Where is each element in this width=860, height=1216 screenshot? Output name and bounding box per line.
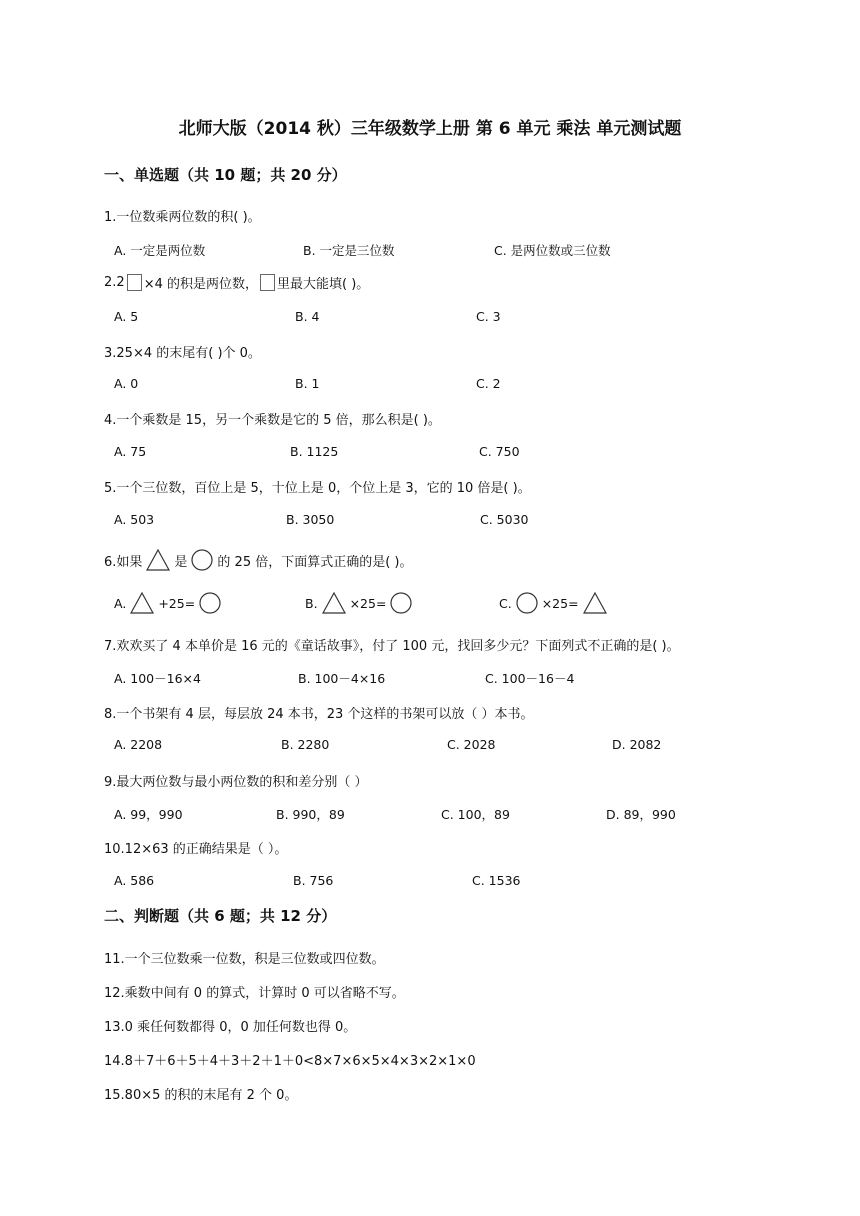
q3-option-b[interactable]: B. 1 [295, 376, 320, 391]
q8-option-b[interactable]: B. 2280 [281, 737, 330, 752]
q8-option-a[interactable]: A. 2208 [114, 737, 163, 752]
q6-text-post: 的 25 倍，下面算式正确的是( )。 [217, 554, 413, 570]
blank-box-icon [127, 274, 142, 291]
q10-option-b[interactable]: B. 756 [293, 873, 334, 888]
q9-option-d[interactable]: D. 89，990 [606, 807, 676, 822]
q6-option-c[interactable] [499, 592, 611, 614]
triangle-icon [583, 592, 607, 614]
q5-option-c[interactable]: C. 5030 [480, 512, 529, 527]
triangle-icon [322, 592, 346, 614]
circle-icon [390, 592, 412, 614]
question-5: 5.一个三位数，百位上是 5，十位上是 0，个位上是 3，它的 10 倍是( )。 [104, 481, 531, 496]
question-4: 4.一个乘数是 15，另一个乘数是它的 5 倍，那么积是( )。 [104, 413, 441, 428]
blank-box-icon [260, 274, 275, 291]
q8-option-c[interactable]: C. 2028 [447, 737, 496, 752]
question-11: 11.一个三位数乘一位数，积是三位数或四位数。 [104, 952, 385, 967]
q3-option-c[interactable]: C. 2 [476, 376, 501, 391]
q7-option-b[interactable]: B. 100－4×16 [298, 671, 386, 686]
section-heading-single-choice: 一、单选题（共 10 题；共 20 分） [104, 166, 347, 184]
q6-option-b[interactable] [305, 592, 416, 614]
circle-icon [191, 549, 213, 571]
q10-option-a[interactable]: A. 586 [114, 873, 155, 888]
q1-option-b[interactable]: B. 一定是三位数 [303, 243, 395, 258]
q4-option-a[interactable]: A. 75 [114, 444, 147, 459]
page-title: 北师大版（2014 秋）三年级数学上册 第 6 单元 乘法 单元测试题 [178, 119, 682, 139]
q6-option-a[interactable] [114, 592, 225, 614]
q2-text-pre: 2.2 [104, 275, 125, 290]
q6-option-c-op: ×25= [541, 595, 579, 611]
question-1: 1.一位数乘两位数的积( )。 [104, 210, 261, 225]
question-3: 3.25×4 的末尾有( )个 0。 [104, 346, 261, 361]
q4-option-b[interactable]: B. 1125 [290, 444, 339, 459]
q2-option-c[interactable]: C. 3 [476, 309, 501, 324]
q3-option-a[interactable]: A. 0 [114, 376, 139, 391]
q7-option-a[interactable]: A. 100－16×4 [114, 671, 201, 686]
q6-text-pre: 6.如果 [104, 554, 143, 570]
q2-text-mid: ×4 的积是两位数， [143, 277, 258, 292]
q5-option-a[interactable]: A. 503 [114, 512, 155, 527]
q4-option-c[interactable]: C. 750 [479, 444, 520, 459]
q10-option-c[interactable]: C. 1536 [472, 873, 521, 888]
question-14: 14.8＋7＋6＋5＋4＋3＋2＋1＋0<8×7×6×5×4×3×2×1×0 [104, 1054, 476, 1069]
q2-text-post: 里最大能填( )。 [276, 277, 370, 292]
q2-option-a[interactable]: A. 5 [114, 309, 139, 324]
q7-option-c[interactable]: C. 100－16－4 [485, 671, 575, 686]
q5-option-b[interactable]: B. 3050 [286, 512, 335, 527]
circle-icon [516, 592, 538, 614]
q6-option-b-op: ×25= [349, 595, 387, 611]
q1-option-a[interactable]: A. 一定是两位数 [114, 243, 206, 258]
triangle-icon [130, 592, 154, 614]
q9-option-b[interactable]: B. 990，89 [276, 807, 345, 822]
question-12: 12.乘数中间有 0 的算式，计算时 0 可以省略不写。 [104, 986, 405, 1001]
triangle-icon [146, 549, 170, 571]
question-8: 8.一个书架有 4 层，每层放 24 本书，23 个这样的书架可以放（ ）本书。 [104, 707, 534, 722]
q6-option-c-label: C. [499, 595, 512, 611]
question-10: 10.12×63 的正确结果是（ ）。 [104, 842, 288, 857]
q2-option-b[interactable]: B. 4 [295, 309, 320, 324]
section-heading-true-false: 二、判断题（共 6 题；共 12 分） [104, 907, 337, 925]
q6-option-a-op: +25= [158, 595, 196, 611]
question-2 [104, 273, 369, 292]
question-6 [104, 549, 413, 571]
q9-option-a[interactable]: A. 99，990 [114, 807, 183, 822]
q6-text-mid: 是 [174, 554, 188, 570]
question-9: 9.最大两位数与最小两位数的积和差分别（ ） [104, 775, 368, 790]
question-13: 13.0 乘任何数都得 0，0 加任何数也得 0。 [104, 1020, 357, 1035]
q1-option-c[interactable]: C. 是两位数或三位数 [494, 243, 611, 258]
q6-option-b-label: B. [305, 595, 318, 611]
question-15: 15.80×5 的积的末尾有 2 个 0。 [104, 1088, 298, 1103]
question-7: 7.欢欢买了 4 本单价是 16 元的《童话故事》，付了 100 元，找回多少元？下面列式不正确的是( )。 [104, 639, 680, 654]
q8-option-d[interactable]: D. 2082 [612, 737, 662, 752]
q9-option-c[interactable]: C. 100，89 [441, 807, 510, 822]
circle-icon [199, 592, 221, 614]
q6-option-a-label: A. [114, 595, 127, 611]
